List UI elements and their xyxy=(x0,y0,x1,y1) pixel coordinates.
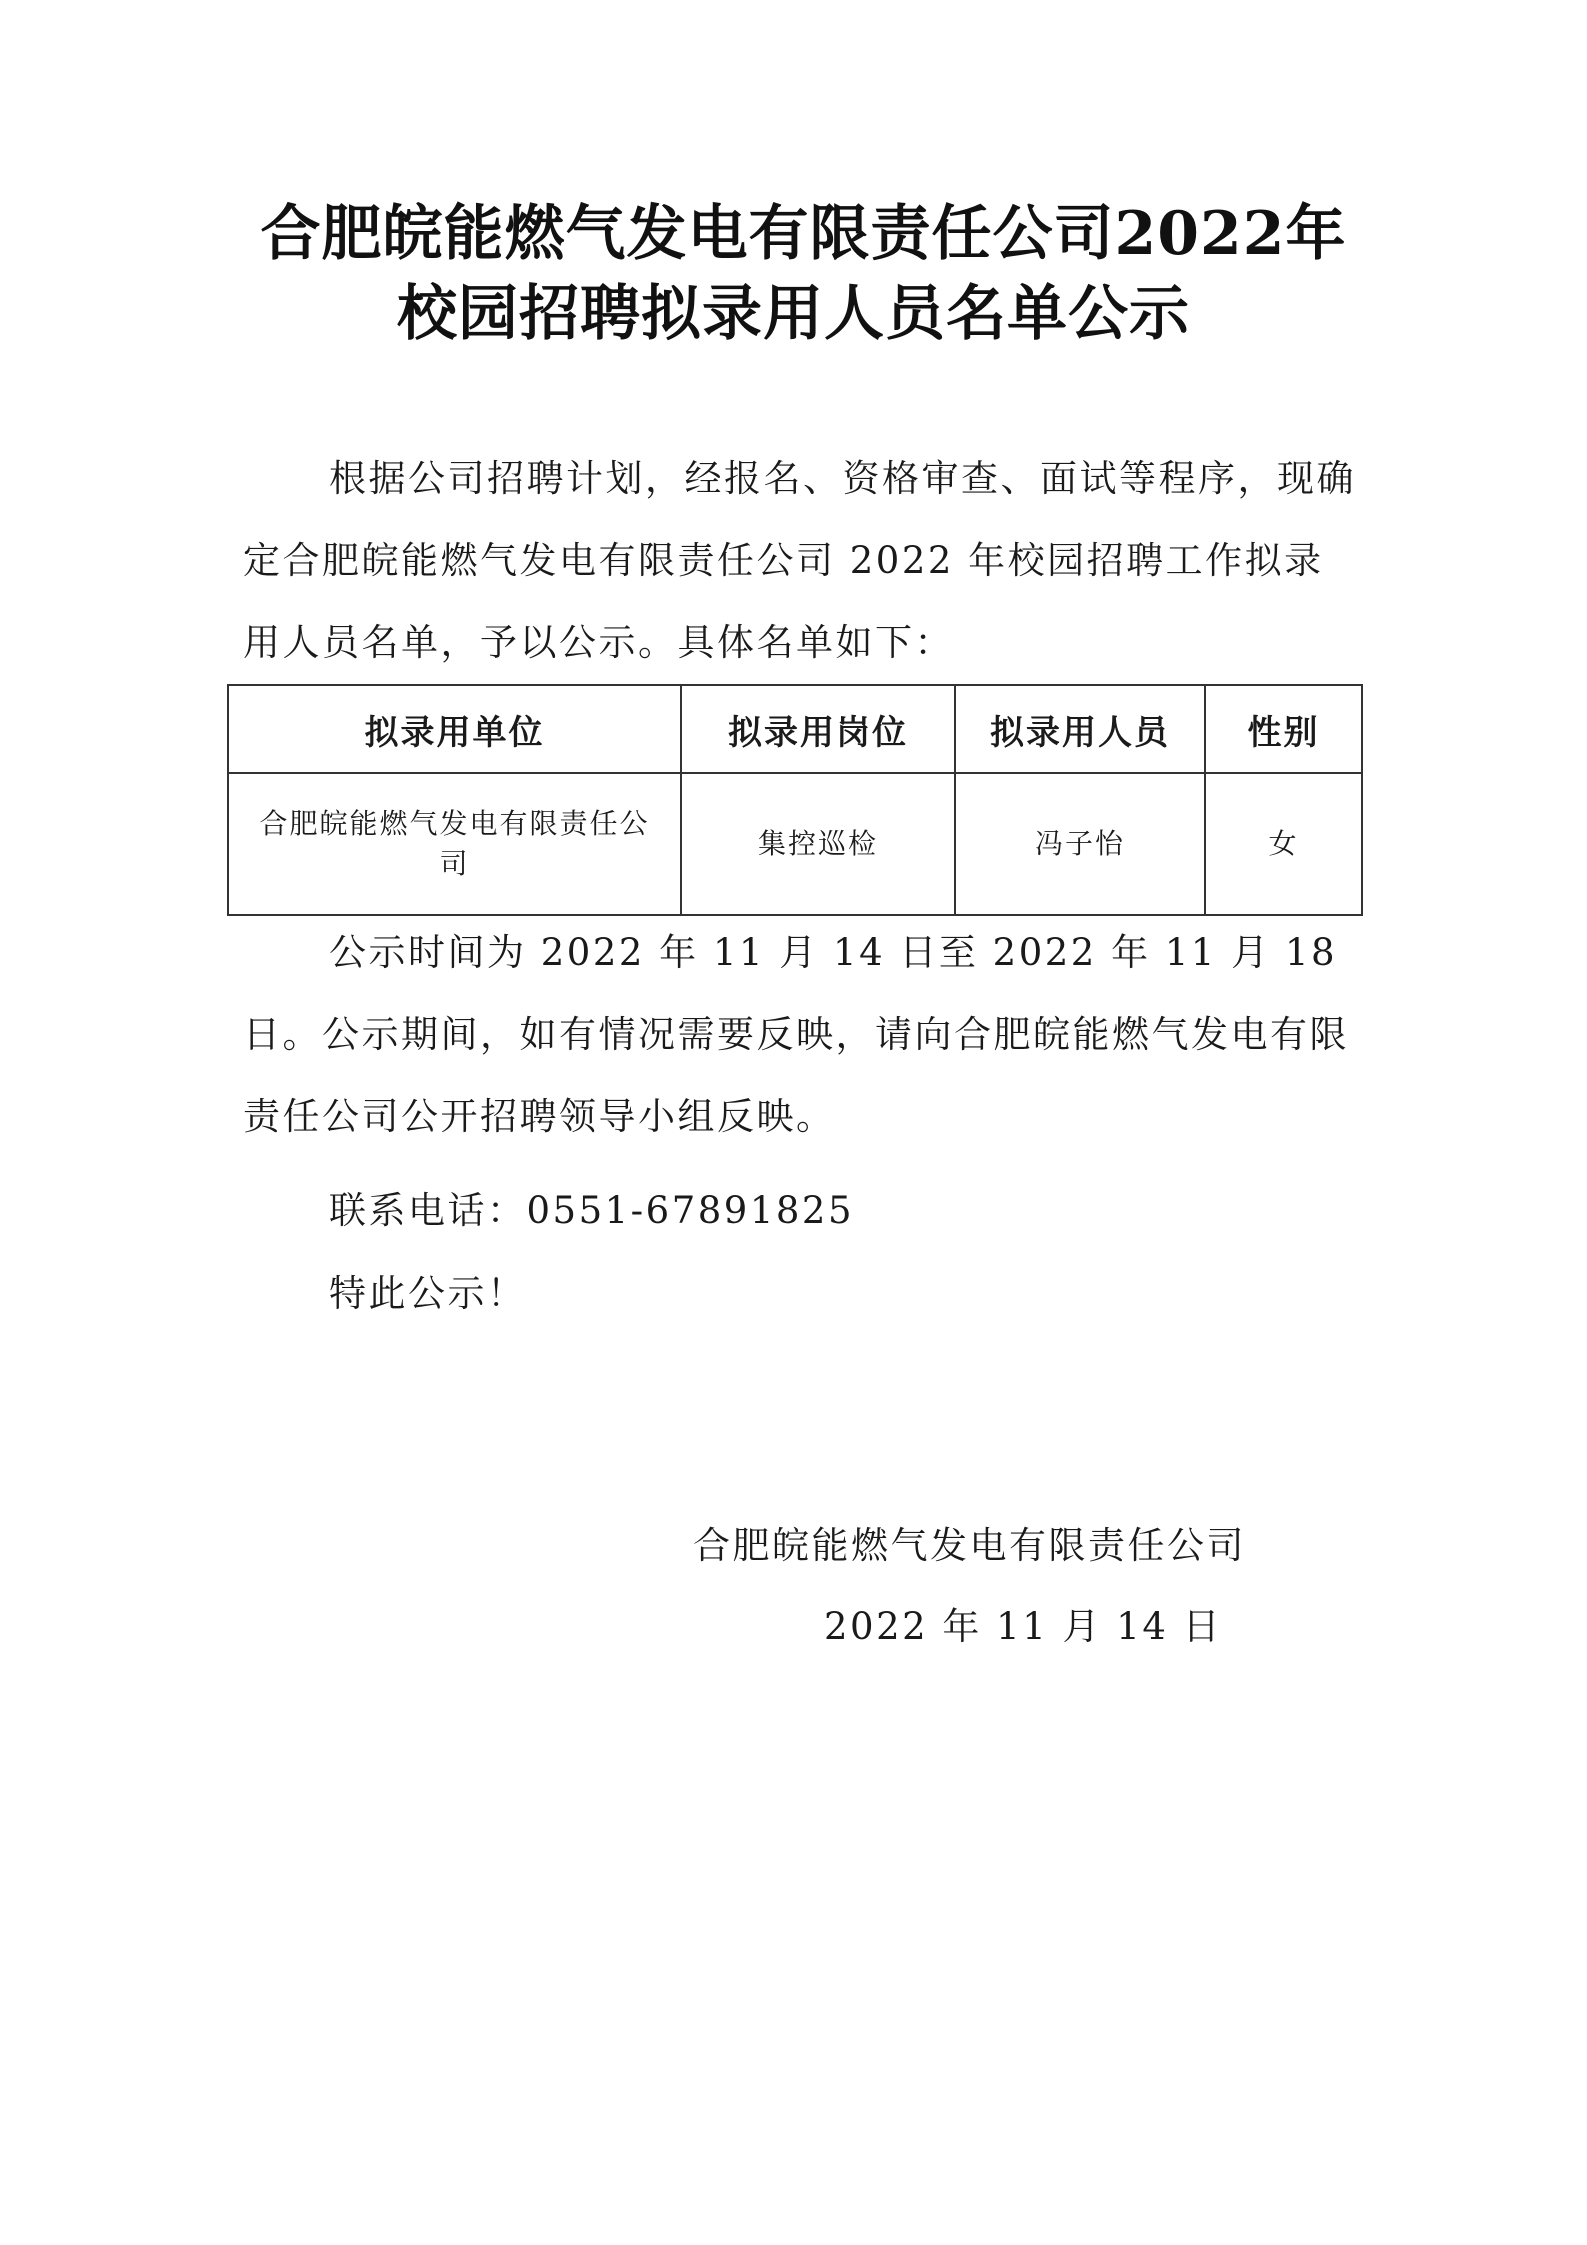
document-title-line-2: 校园招聘拟录用人员名单公示 xyxy=(397,279,1190,349)
table-header-row xyxy=(228,685,1362,773)
cell-gender: 女 xyxy=(1205,773,1362,915)
column-header-person: 拟录用人员 xyxy=(955,685,1205,773)
intro-text: 根据公司招聘计划，经报名、资格审查、面试等程序，现确定合肥皖能燃气发电有限责任公司 2022 年校园招聘工作拟录用人员名单，予以公示。具体名单如下： xyxy=(243,457,1356,664)
column-header-position: 拟录用岗位 xyxy=(681,685,955,773)
signature-date: 2022 年 11 月 14 日 xyxy=(824,1605,1223,1648)
hiring-roster-table xyxy=(227,684,1363,916)
cell-person: 冯子怡 xyxy=(955,773,1205,915)
notice-period-paragraph xyxy=(243,912,1363,1158)
cell-position: 集控巡检 xyxy=(681,773,955,915)
signature-organization: 合肥皖能燃气发电有限责任公司 xyxy=(693,1524,1246,1567)
cell-unit: 合肥皖能燃气发电有限责任公司 xyxy=(228,773,681,915)
table-row xyxy=(228,773,1362,915)
notice-period-text: 公示时间为 2022 年 11 月 14 日至 2022 年 11 月 18 日。公示期间，如有情况需要反映，请向合肥皖能燃气发电有限责任公司公开招聘领导小组反映。 xyxy=(243,931,1349,1138)
document-title-line-1: 合肥皖能燃气发电有限责任公司2022年 xyxy=(260,199,1347,269)
column-header-gender: 性别 xyxy=(1205,685,1362,773)
contact-phone: 联系电话：0551-67891825 xyxy=(329,1189,854,1232)
closing-statement: 特此公示！ xyxy=(329,1272,527,1315)
intro-paragraph xyxy=(243,438,1363,684)
column-header-unit: 拟录用单位 xyxy=(228,685,681,773)
